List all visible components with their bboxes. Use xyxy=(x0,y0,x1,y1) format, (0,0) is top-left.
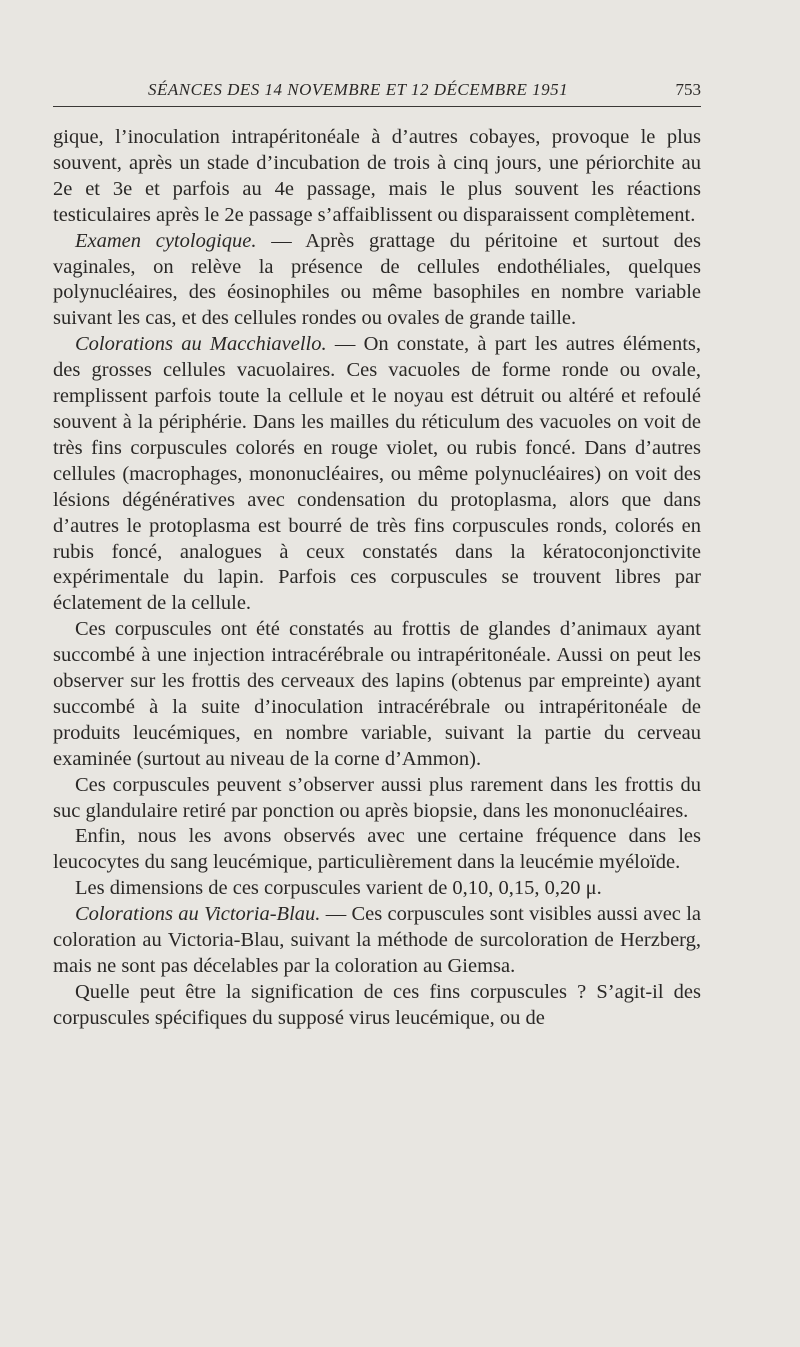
paragraph-3 xyxy=(53,332,701,617)
paragraph-text: Ces corpuscules peuvent s’observer aussi plus rarement dans les frottis du suc glandulaire retiré par ponction ou après biopsie, dans les mononucléaires. xyxy=(53,773,701,822)
paragraph-7 xyxy=(53,876,701,902)
paragraph-text: Enfin, nous les avons observés avec une certaine fréquence dans les leucocytes du sang leucémique, particulièrement dans la leucémie myéloïde. xyxy=(53,825,701,874)
paragraph-2 xyxy=(53,229,701,333)
section-heading-examen-cytologique: Examen cytologique. xyxy=(75,229,257,252)
page-number: 753 xyxy=(675,80,701,99)
page-header xyxy=(53,80,701,107)
paragraph-1 xyxy=(53,125,701,229)
paragraph-text: gique, l’inoculation intrapéritonéale à d’autres cobayes, provoque le plus souvent, après un stade d’incubation de trois à cinq jours, une périorchite au 2e et 3e et parfois au 4e passage, mais le plus souvent les réactions testiculaires après le 2e passage s’affaiblissent ou disparaissent complètement. xyxy=(53,126,701,226)
paragraph-5 xyxy=(53,773,701,825)
paragraph-text: Quelle peut être la signification de ces fins corpuscules ? S’agit-il des corpuscules spécifiques du supposé virus leucémique, ou de xyxy=(53,980,701,1029)
paragraph-8 xyxy=(53,902,701,980)
paragraph-9 xyxy=(53,980,701,1032)
paragraph-text: — Ces corpuscules sont visibles aussi avec la coloration au Victoria-Blau, suivant la méthode de surcoloration de Herzberg, mais ne sont pas décelables par la coloration au Giemsa. xyxy=(53,903,701,977)
section-heading-colorations-macchiavello: Colorations au Macchiavello. xyxy=(75,333,327,356)
body-text xyxy=(53,125,701,1032)
paragraph-text: — On constate, à part les autres éléments, des grosses cellules vacuolaires. Ces vacuoles de forme ronde ou ovale, remplissent parfois toute la cellule et le noyau est détruit ou altéré et refoulé souvent à la périphérie. Dans les mailles du réticulum des vacuoles on voit de très fins corpuscules colorés en rouge violet, ou rubis foncé. Dans d’autres cellules (macrophages, mononucléaires, ou même polynucléaires) on voit des lésions dégénératives avec condensation du protoplasma, alors que dans d’autres le protoplasma est bourré de très fins corpuscules ronds, colorés en rubis foncé, analogues à ceux constatés dans la kératoconjonctivite expérimentale du lapin. Parfois ces corpuscules se trouvent libres par éclatement de la cellule. xyxy=(53,333,701,615)
paragraph-text: — Après grattage du péritoine et surtout des vaginales, on relève la présence de cellules endothéliales, quelques polynucléaires, des éosinophiles ou même basophiles en nombre variable suivant les cas, et des cellules rondes ou ovales de grande taille. xyxy=(53,229,701,330)
running-head: SÉANCES DES 14 NOVEMBRE ET 12 DÉCEMBRE 1951 xyxy=(148,80,569,99)
paragraph-4 xyxy=(53,617,701,772)
paragraph-text: Les dimensions de ces corpuscules varient de 0,10, 0,15, 0,20 μ. xyxy=(75,877,602,900)
paragraph-text: Ces corpuscules ont été constatés au frottis de glandes d’animaux ayant succombé à une injection intracérébrale ou intrapéritonéale. Aussi on peut les observer sur les frottis des cerveaux des lapins (obtenus par empreinte) ayant succombé à la suite d’inoculation intracérébrale ou intrapéritonéale de produits leucémiques, en nombre variable, suivant la partie du cerveau examinée (surtout au niveau de la corne d’Ammon). xyxy=(53,618,701,770)
section-heading-colorations-victoria-blau: Colorations au Victoria-Blau. xyxy=(75,903,321,926)
paragraph-6 xyxy=(53,824,701,876)
